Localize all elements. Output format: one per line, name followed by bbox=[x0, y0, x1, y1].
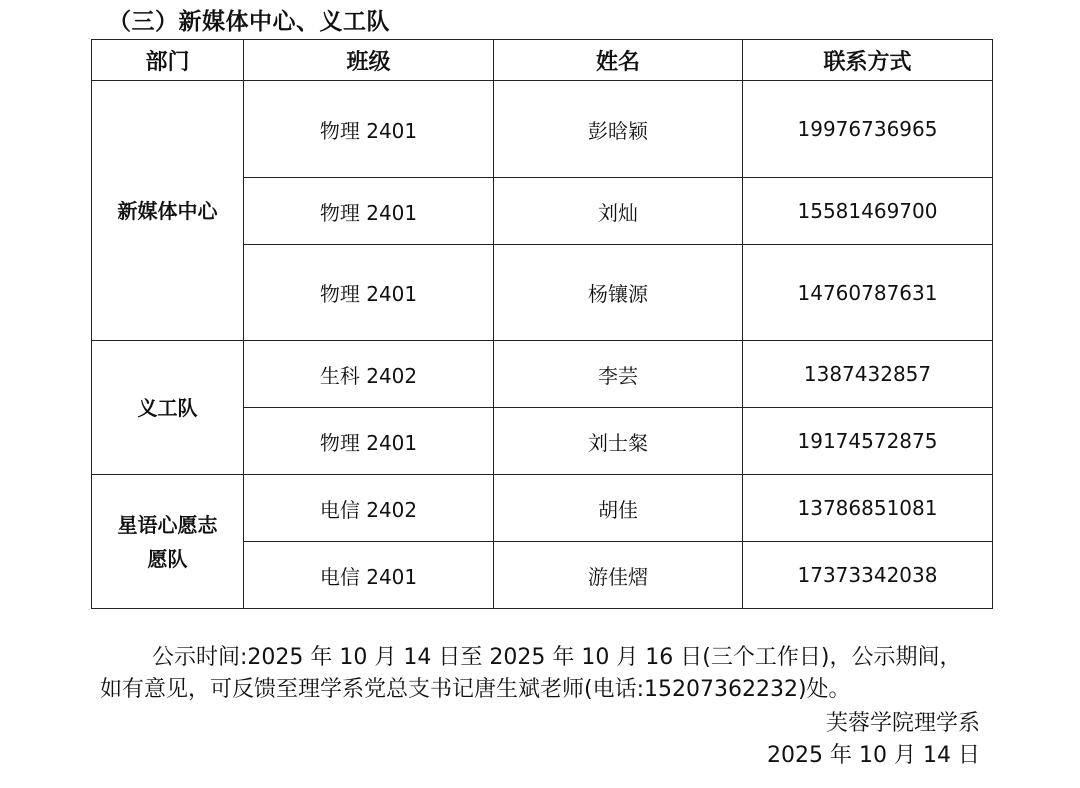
signature-block bbox=[767, 708, 980, 772]
header-contact: 联系方式 bbox=[743, 40, 993, 81]
section-heading: （三）新媒体中心、义工队 bbox=[108, 9, 390, 35]
table-header-row bbox=[92, 40, 993, 81]
table-row bbox=[92, 341, 993, 408]
class-cell: 物理 2401 bbox=[244, 81, 494, 178]
notice-text: 公示时间:2025 年 10 月 14 日至 2025 年 10 月 16 日(三个工作日)，公示期间，如有意见，可反馈至理学系党总支书记唐生斌老师(电话:15207362232)处。 bbox=[100, 645, 962, 702]
notice-block bbox=[100, 642, 980, 706]
phone-cell: 19976736965 bbox=[743, 81, 993, 178]
class-cell: 物理 2401 bbox=[244, 245, 494, 341]
class-cell: 物理 2401 bbox=[244, 408, 494, 475]
table-row bbox=[92, 81, 993, 178]
name-cell: 刘灿 bbox=[494, 178, 743, 245]
class-cell: 物理 2401 bbox=[244, 178, 494, 245]
class-cell: 电信 2401 bbox=[244, 542, 494, 609]
header-class: 班级 bbox=[244, 40, 494, 81]
class-cell: 生科 2402 bbox=[244, 341, 494, 408]
name-cell: 胡佳 bbox=[494, 475, 743, 542]
name-cell: 刘士粲 bbox=[494, 408, 743, 475]
name-cell: 杨镶源 bbox=[494, 245, 743, 341]
signature-date: 2025 年 10 月 14 日 bbox=[767, 743, 980, 768]
class-cell: 电信 2402 bbox=[244, 475, 494, 542]
table-row bbox=[92, 475, 993, 542]
department-cell bbox=[92, 475, 244, 609]
phone-cell: 19174572875 bbox=[743, 408, 993, 475]
signature-org: 芙蓉学院理学系 bbox=[825, 711, 980, 736]
name-cell: 李芸 bbox=[494, 341, 743, 408]
roster-table bbox=[91, 39, 993, 609]
phone-cell: 13786851081 bbox=[743, 475, 993, 542]
phone-cell: 1387432857 bbox=[743, 341, 993, 408]
department-line: 星语心愿志 bbox=[117, 512, 218, 537]
name-cell: 彭晗颖 bbox=[494, 81, 743, 178]
phone-cell: 15581469700 bbox=[743, 178, 993, 245]
department-cell: 义工队 bbox=[92, 341, 244, 475]
phone-cell: 17373342038 bbox=[743, 542, 993, 609]
phone-cell: 14760787631 bbox=[743, 245, 993, 341]
department-line: 愿队 bbox=[147, 546, 188, 571]
header-name: 姓名 bbox=[494, 40, 743, 81]
name-cell: 游佳熠 bbox=[494, 542, 743, 609]
department-cell: 新媒体中心 bbox=[92, 81, 244, 341]
header-department: 部门 bbox=[92, 40, 244, 81]
